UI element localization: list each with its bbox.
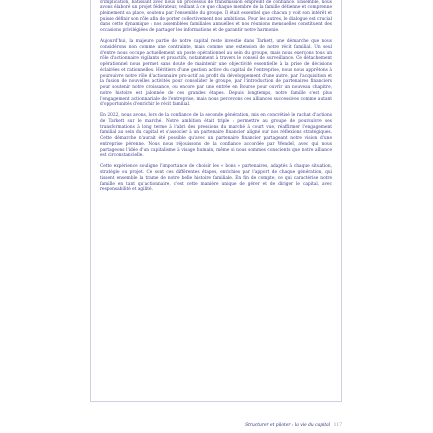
paragraph: d'implication, bâtissant avec nous un processus de transmission empreint de confiance. Ensemble, nous avons élaboré un projet fédérateur, veillant à ce que chaque membre de la famille détienne et comprenne pleinement sa place, soutenu par l'ensemble du groupe. Il était essentiel que chacun y voit son intérêt et puisse définir son rôle afin de porter collectivement nos ambitions. Pour les autres, le dialogue est crucial dans cette dynamique : nos assemblées familiales annuelles et nos réunions mensuelles constituent des occasions privilégiées de partager les informations et de garantir notre harmonie.	[100, 0, 332, 34]
paragraph: Aujourd'hui, la majeure partie de notre capital reste investie dans Tarkett, une démarche que nous considérons non comme une contrainte, mais comme une extension de notre récit familial. Un seul d'entre nous occupe actuellement un poste opérationnel au sein du groupe, mais nous exerçons tous un rôle d'actionnaire vigilants et proactifs, notamment à travers le conseil de surveillance. Ce détachement opérationnel nous permet sans doute de maintenir une objectivité essentielle à la prise de décisions éclairées et rationnelles. Héritiers d'une gestion active du capital de l'entreprise, nous nous apprêtons à poursuivre notre rôle d'actionnaire pro-actif au profit du développement d'une autre, par l'acquisition et la fusion de nouvelles activités pour consolider le groupe, par l'introduction de partenaires financiers pour soutenir notre croissance, ou encore par une entrée en Bourse pour ouvrir un nouveau chapitre, notre histoire est jalonnée de ces grandes étapes. Depuis longtemps, notre famille s'est plus l'engagement actionnariale de l'entreprise, mais nous percevons ces alliances successives comme autant d'opportunités d'enrichir le récit familial.	[100, 39, 332, 108]
body-text	[100, 0, 332, 396]
paragraph: Cette expérience souligne l'importance de choisir les « bons » partenaires, adaptés à chaque situation, stratégie ou projet. Ce sont ces différentes étapes, enrichies par l'apport de chaque génération, qui tissent ensemble la trame de notre belle histoire familiale. En fin de compte, ce qui caractérise notre famille en tant qu'actionnaire, c'est cette manière unique de gérer et de diriger le capital, avec responsabilité et agilité.	[100, 164, 332, 193]
running-title: Structurer et piloter : la vie du capital	[245, 423, 331, 428]
page-number: 117	[333, 423, 342, 428]
paragraph: En 2022, nous avons, lors de la confiance de la seconde génération, mis en concrétisé le rachat d'actions de Tarkett sur le marché. Notre ambition était triple : permettre au groupe de poursuivre ses transformations à long terme à l'abri des pressions du marché à court vue, réaffirmer l'engagement familial au sein du capital et s'associer à un partenaire financier aligné sur nos réflexions stratégiques. Cette démarche n'aurait été possible qu'avec un partenaire financier partageant notre vision d'une entreprise pérenne. Nous nous réjouissons de la confiance accordée par Wendel, avec qui nous partageons l'idée d'un capitalisme à visage humain, même si nous sommes conscients que notre alliance est circonstancielle.	[100, 113, 332, 159]
page-footer	[220, 421, 342, 431]
